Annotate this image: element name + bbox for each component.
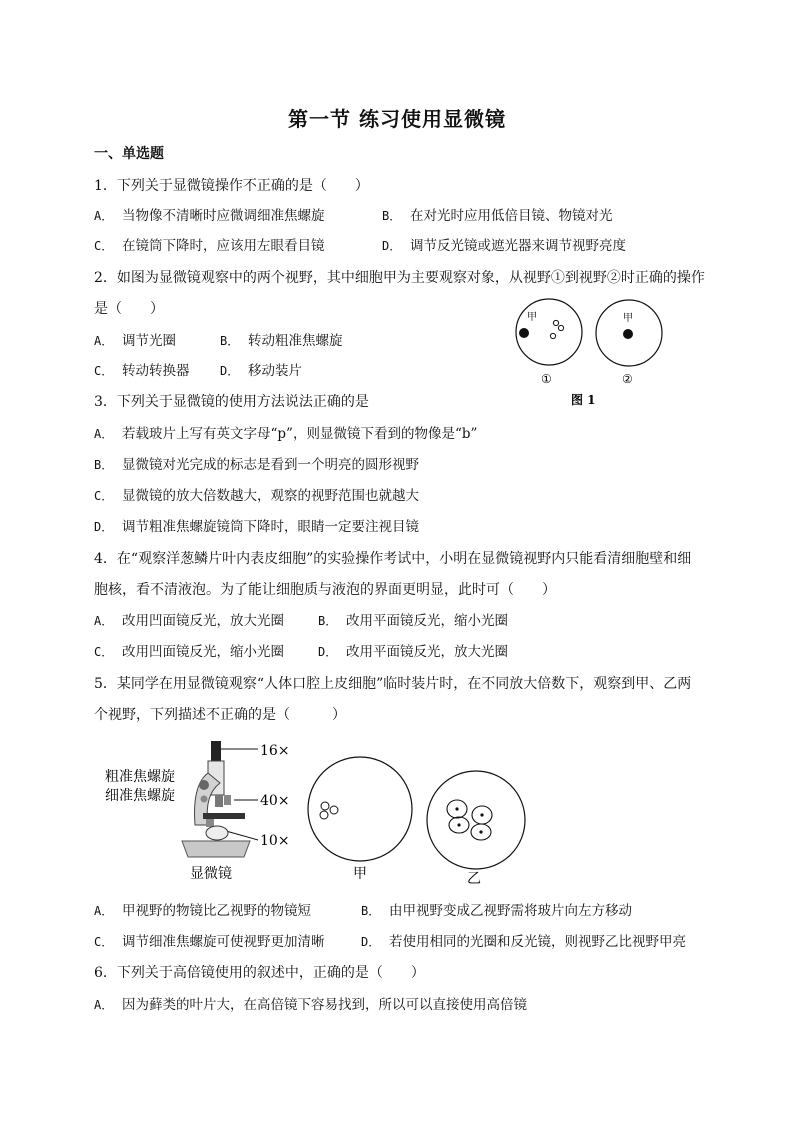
figure-microscope-fields [100, 733, 540, 888]
question-5-stem-line1: 5．某同学在用显微镜观察“人体口腔上皮细胞”临时装片时，在不同放大倍数下，观察到甲、乙两 [94, 676, 692, 692]
field-1-jia-label: 甲 [527, 312, 537, 323]
cells-yi [447, 800, 492, 840]
q1-option-b: B． 在对光时应用低倍目镜、物镜对光 [382, 208, 613, 224]
q3-option-a: A． 若载玻片上写有英文字母“p”，则显微镜下看到的物像是“b” [94, 426, 478, 442]
q2-option-a: A． 调节光圈 [94, 333, 176, 349]
microscope-icon [182, 741, 250, 857]
cell-jia [320, 811, 328, 819]
field-yi-label: 乙 [467, 871, 481, 887]
field-1-label: ① [541, 372, 552, 386]
question-4-stem-line1: 4．在“观察洋葱鳞片叶内表皮细胞”的实验操作考试中，小明在显微镜视野内只能看清细胞壁和细 [94, 551, 692, 567]
question-2-stem-line2: 是（ ） [94, 301, 164, 317]
eyepiece-mag-label: 16× [260, 743, 290, 759]
cell-jia [330, 806, 338, 814]
q3-option-c: C． 显微镜的放大倍数越大，观察的视野范围也就越大 [94, 488, 419, 504]
q4-option-d: D． 改用平面镜反光，放大光圈 [318, 644, 508, 660]
small-cell [550, 333, 555, 338]
q1-option-d: D． 调节反光镜或遮光器来调节视野亮度 [382, 238, 626, 254]
q5-option-d: D． 若使用相同的光圈和反光镜，则视野乙比视野甲亮 [361, 934, 686, 950]
field-jia-label: 甲 [353, 866, 367, 882]
question-3-stem: 3．下列关于显微镜的使用方法说法正确的是 [94, 394, 369, 410]
q4-option-c: C． 改用凹面镜反光，缩小光圈 [94, 644, 284, 660]
objective-high-mag-label: 40× [260, 793, 290, 809]
q3-option-b: B． 显微镜对光完成的标志是看到一个明亮的圆形视野 [94, 457, 419, 473]
field-2-label: ② [622, 372, 633, 386]
cell-jia [321, 802, 329, 810]
page-title: 第一节 练习使用显微镜 [288, 107, 506, 131]
small-cell [558, 325, 563, 330]
microscope-caption: 显微镜 [190, 866, 232, 882]
q3-option-d: D． 调节粗准焦螺旋镜筒下降时，眼睛一定要注视目镜 [94, 519, 419, 535]
q5-option-c: C． 调节细准焦螺旋可使视野更加清晰 [94, 934, 325, 950]
q4-option-a: A． 改用凹面镜反光，放大光圈 [94, 613, 284, 629]
q5-option-a: A． 甲视野的物镜比乙视野的物镜短 [94, 903, 311, 919]
q1-option-c: C． 在镜筒下降时，应该用左眼看目镜 [94, 238, 325, 254]
question-6-stem: 6．下列关于高倍镜使用的叙述中，正确的是（ ） [94, 965, 425, 981]
field-2-jia-label: 甲 [623, 313, 633, 324]
q2-option-c: C． 转动转换器 [94, 363, 190, 379]
question-5-stem-line2: 个视野，下列描述不正确的是（ ） [94, 707, 346, 723]
figure-1-fields [505, 298, 675, 410]
q5-option-b: B． 由甲视野变成乙视野需将玻片向左方移动 [361, 903, 632, 919]
q1-option-a: A． 当物像不清晰时应微调细准焦螺旋 [94, 208, 325, 224]
field-jia-circle [308, 757, 412, 861]
question-1-stem: 1．下列关于显微镜操作不正确的是（ ） [94, 178, 369, 194]
field-yi-circle [427, 771, 525, 869]
q6-option-a: A． 因为藓类的叶片大，在高倍镜下容易找到，所以可以直接使用高倍镜 [94, 997, 527, 1013]
coarse-adjust-label: 粗准焦螺旋 [105, 769, 175, 785]
section-heading: 一、单选题 [94, 146, 164, 162]
small-cell [553, 320, 558, 325]
q4-option-b: B． 改用平面镜反光，缩小光圈 [318, 613, 508, 629]
q2-option-b: B． 转动粗准焦螺旋 [220, 333, 343, 349]
objective-low-mag-label: 10× [260, 833, 290, 849]
fine-adjust-label: 细准焦螺旋 [105, 788, 175, 804]
q2-option-d: D． 移动装片 [220, 363, 302, 379]
cell-jia-dot [519, 328, 529, 338]
figure-caption: 图 1 [571, 393, 596, 407]
question-4-stem-line2: 胞核，看不清液泡。为了能让细胞质与液泡的界面更明显，此时可（ ） [94, 582, 556, 598]
question-2-stem-line1: 2．如图为显微镜观察中的两个视野，其中细胞甲为主要观察对象，从视野①到视野②时正确的操作 [94, 270, 705, 286]
cell-jia-dot [623, 329, 633, 339]
